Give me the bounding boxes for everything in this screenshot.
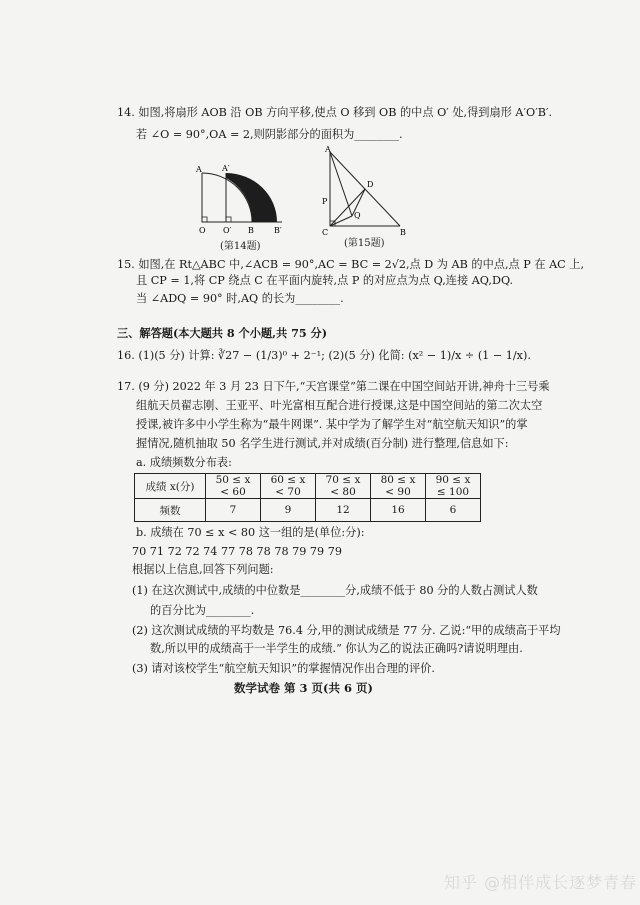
fig14-label-O1: O′ <box>223 226 232 235</box>
q17-b-title: b. 成绩在 70 ≤ x < 80 这一组的是(单位:分): <box>136 526 365 539</box>
q17-line4: 握情况,随机抽取 50 名学生进行测试,并对成绩(百分制) 进行整理,信息如下: <box>136 437 509 450</box>
q17-sub1-line1: (1) 在这次测试中,成绩的中位数是________分,成绩不低于 80 分的人数占测试人数 <box>132 584 538 597</box>
table-range-cell: 90 ≤ x ≤ 100 <box>426 474 481 499</box>
table-row <box>135 474 481 499</box>
q17-line1: 17. (9 分) 2022 年 3 月 23 日下午,“天宫课堂”第二课在中国空间站开讲,神舟十三号乘 <box>117 380 550 393</box>
frequency-table <box>134 473 481 522</box>
fig14-label-O: O <box>199 226 206 235</box>
figure-14-caption: (第14题) <box>220 241 261 252</box>
q16-line: 16. (1)(5 分) 计算: ∛27 − (1/3)⁰ + 2⁻¹; (2)(5 分) 化简: (x² − 1)/x ÷ (1 − 1/x). <box>117 349 531 362</box>
q14-line1: 14. 如图,将扇形 AOB 沿 OB 方向平移,使点 O 移到 OB 的中点 O′ 处,得到扇形 A′O′B′. <box>117 106 553 119</box>
figure-15-triangle-diagram <box>316 146 416 238</box>
figure-15-caption: (第15题) <box>344 238 385 249</box>
fig15-label-P: P <box>322 197 328 206</box>
table-range-cell: 80 ≤ x < 90 <box>371 474 426 499</box>
table-row <box>135 499 481 522</box>
table-count-cell: 9 <box>261 499 316 522</box>
fig14-label-B: B <box>248 226 254 235</box>
table-range-cell: 60 ≤ x < 70 <box>261 474 316 499</box>
table-range-cell: 70 ≤ x < 80 <box>316 474 371 499</box>
fig14-label-A1: A′ <box>222 164 230 173</box>
table-count-cell: 16 <box>371 499 426 522</box>
q15-line3: 当 ∠ADQ = 90° 时,AQ 的长为________. <box>136 292 344 305</box>
table-range-cell: 50 ≤ x < 60 <box>206 474 261 499</box>
section-3-heading: 三、解答题(本大题共 8 个小题,共 75 分) <box>117 326 328 340</box>
q15-line1: 15. 如图,在 Rt△ABC 中,∠ACB = 90°,AC = BC = 2√2,点 D 为 AB 的中点,点 P 在 AC 上, <box>117 258 585 271</box>
q17-line2: 组航天员翟志刚、王亚平、叶光富相互配合进行授课,这是中国空间站的第二次太空 <box>136 399 543 412</box>
q17-sub1-line2: 的百分比为________. <box>150 604 255 617</box>
q14-line2: 若 ∠O = 90°,OA = 2,则阴影部分的面积为________. <box>136 128 403 141</box>
q17-sub2-line2: 数,所以甲的成绩高于一半学生的成绩.” 你认为乙的说法正确吗?请说明理由. <box>150 642 523 655</box>
table-count-cell: 6 <box>426 499 481 522</box>
page-footer: 数学试卷 第 3 页(共 6 页) <box>234 681 373 695</box>
q17-sub2-line1: (2) 这次测试成绩的平均数是 76.4 分,甲的测试成绩是 77 分. 乙说:“甲的成绩高于平均 <box>132 624 561 637</box>
q17-a-title: a. 成绩频数分布表: <box>136 456 232 469</box>
figure-14-sector-diagram <box>190 162 290 238</box>
q17-b-values: 70 71 72 72 74 77 78 78 78 79 79 79 <box>132 545 342 558</box>
fig15-label-Q: Q <box>354 211 361 220</box>
fig15-label-C: C <box>322 228 329 237</box>
table-count-cell: 7 <box>206 499 261 522</box>
table-count-label: 频数 <box>135 499 206 522</box>
fig15-label-B: B <box>400 228 406 237</box>
fig15-label-D: D <box>367 180 374 189</box>
fig14-label-A: A <box>196 165 202 174</box>
table-count-cell: 12 <box>316 499 371 522</box>
q17-sub3: (3) 请对该校学生“航空航天知识”的掌握情况作出合理的评价. <box>132 662 435 675</box>
watermark: 知乎 @相伴成长逐梦青春 <box>444 873 638 892</box>
q15-line2: 且 CP = 1,将 CP 绕点 C 在平面内旋转,点 P 的对应点为点 Q,连接 AQ,DQ. <box>136 274 514 287</box>
table-header-label: 成绩 x(分) <box>135 474 206 499</box>
fig14-label-B1: B′ <box>274 226 282 235</box>
q17-line3: 授课,被许多中小学生称为“最牛网课”. 某中学为了解学生对“航空航天知识”的掌 <box>136 418 528 431</box>
fig15-label-A: A <box>325 146 331 154</box>
q17-prompt: 根据以上信息,回答下列问题: <box>132 563 274 576</box>
